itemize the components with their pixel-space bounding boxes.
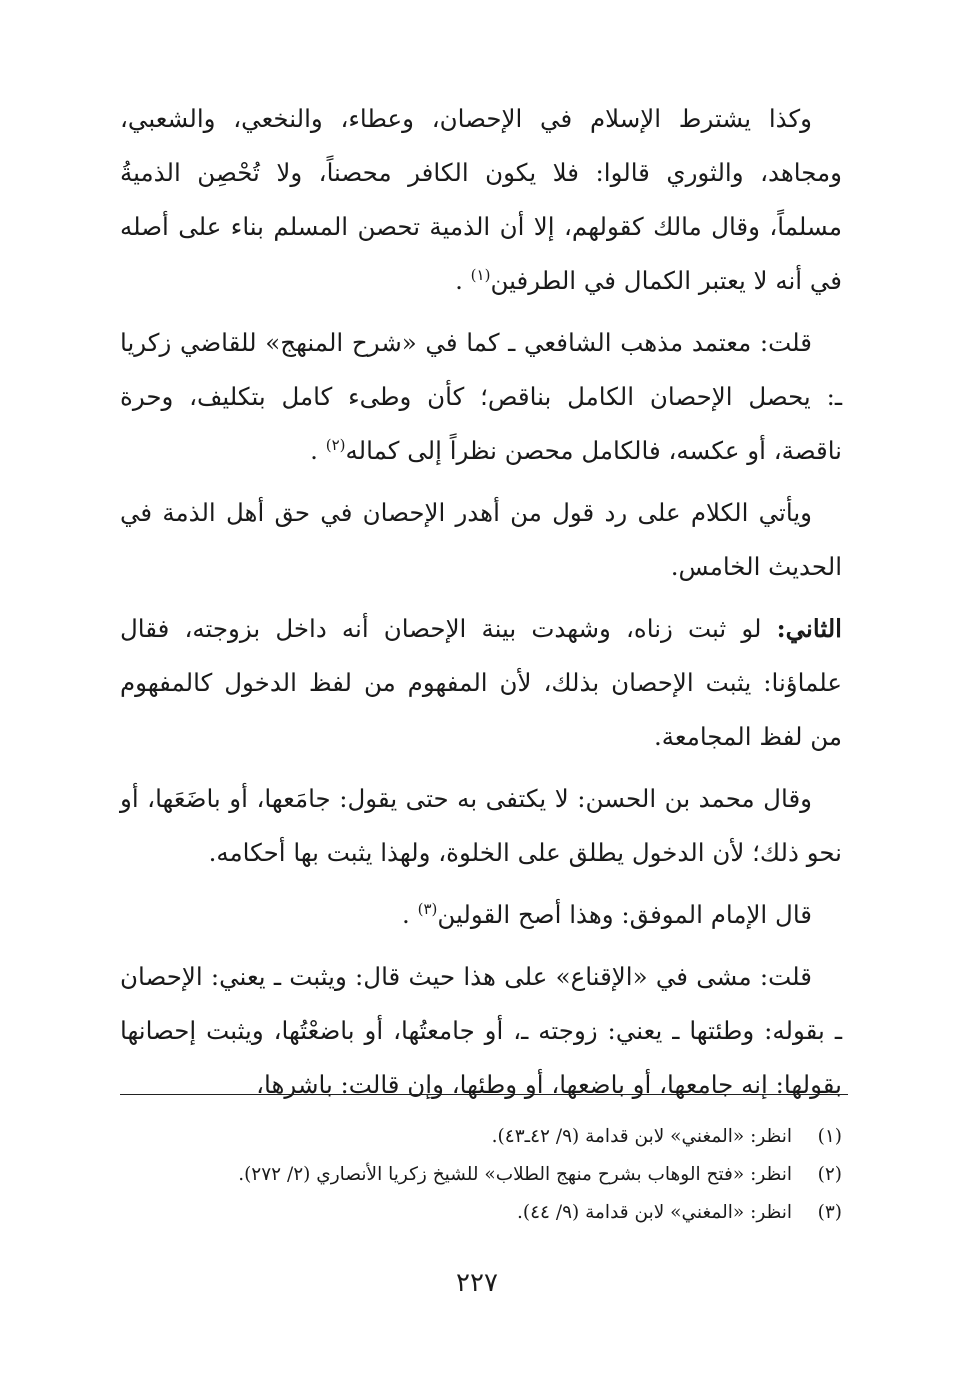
- paragraph-text: لو ثبت زناه، وشهدت بينة الإحصان أنه داخل بزوجته، فقال علماؤنا: يثبت الإحصان بذلك، لأن المفهوم من لفظ الدخول كالمفهوم من لفظ المجامعة.: [120, 614, 842, 751]
- paragraph-7: [120, 950, 842, 1112]
- paragraph-text: ويأتي الكلام على رد قول من أهدر الإحصان في حق أهل الذمة في الحديث الخامس.: [120, 498, 842, 581]
- paragraph-1: [120, 92, 842, 308]
- paragraph-text: قلت: معتمد مذهب الشافعي ـ كما في «شرح المنهج» للقاضي زكريا ـ: يحصل الإحصان الكامل بناقص؛ كأن وطىء كامل بتكليف، وحرة ناقصة، أو عكسه، فالكامل محصن نظراً إلى كماله: [120, 328, 842, 465]
- footnote-ref-1[interactable]: (١): [470, 265, 491, 284]
- page-number: ٢٢٧: [456, 1268, 498, 1298]
- paragraph-text: قلت: مشى في «الإقناع» على هذا حيث قال: ويثبت ـ يعني: الإحصان ـ بقوله: وطئتها ـ يعني: زوجته ـ، أو جامعتُها، أو باضعْتُها، ويثبت إحصانها بقولها: إنه جامعها، أو باضعها، أو وطئها، وإن قالت: باشرها،: [120, 962, 842, 1099]
- footnote-text: انظر: «المغني» لابن قدامة (٩/ ٤٢ـ٤٣).: [491, 1126, 792, 1147]
- paragraph-5: [120, 772, 842, 880]
- paragraph-end: .: [455, 266, 463, 295]
- footnote-text: انظر: «فتح الوهاب بشرح منهج الطلاب» للشيخ زكريا الأنصاري (٢/ ٢٧٢).: [238, 1164, 792, 1185]
- footnote-number: (١): [817, 1126, 842, 1147]
- paragraph-2: [120, 316, 842, 478]
- footnote-2: [120, 1156, 842, 1194]
- footnote-number: (٣): [817, 1202, 842, 1223]
- paragraph-end: .: [402, 900, 410, 929]
- footnote-1: [120, 1118, 842, 1156]
- paragraph-3: [120, 486, 842, 594]
- footnote-ref-3[interactable]: (٣): [417, 899, 438, 918]
- footnotes: [120, 1118, 842, 1232]
- footnote-number: (٢): [817, 1164, 842, 1185]
- paragraph-text: وكذا يشترط الإسلام في الإحصان، وعطاء، والنخعي، والشعبي، ومجاهد، والثوري قالوا: فلا يكون الكافر محصناً، ولا تُحْصِن الذميةُ مسلماً، وقال مالك كقولهم، إلا أن الذمية تحصن المسلم بناء على أصله في أنه لا يعتبر الكمال في الطرفين: [120, 104, 842, 295]
- paragraph-end: .: [310, 436, 318, 465]
- footnote-ref-2[interactable]: (٢): [325, 435, 346, 454]
- paragraph-6: [120, 888, 842, 942]
- section-lead: الثاني:: [776, 614, 842, 643]
- paragraph-4: [120, 602, 842, 764]
- footnote-divider: [120, 1094, 848, 1095]
- main-text: [120, 92, 842, 1120]
- footnote-text: انظر: «المغني» لابن قدامة (٩/ ٤٤).: [516, 1202, 792, 1223]
- footnote-3: [120, 1194, 842, 1232]
- paragraph-text: وقال محمد بن الحسن: لا يكتفى به حتى يقول: جامَعها، أو باضَعَها، أو نحو ذلك؛ لأن الدخول يطلق على الخلوة، ولهذا يثبت بها أحكامه.: [120, 784, 842, 867]
- paragraph-text: قال الإمام الموفق: وهذا أصح القولين: [437, 900, 812, 929]
